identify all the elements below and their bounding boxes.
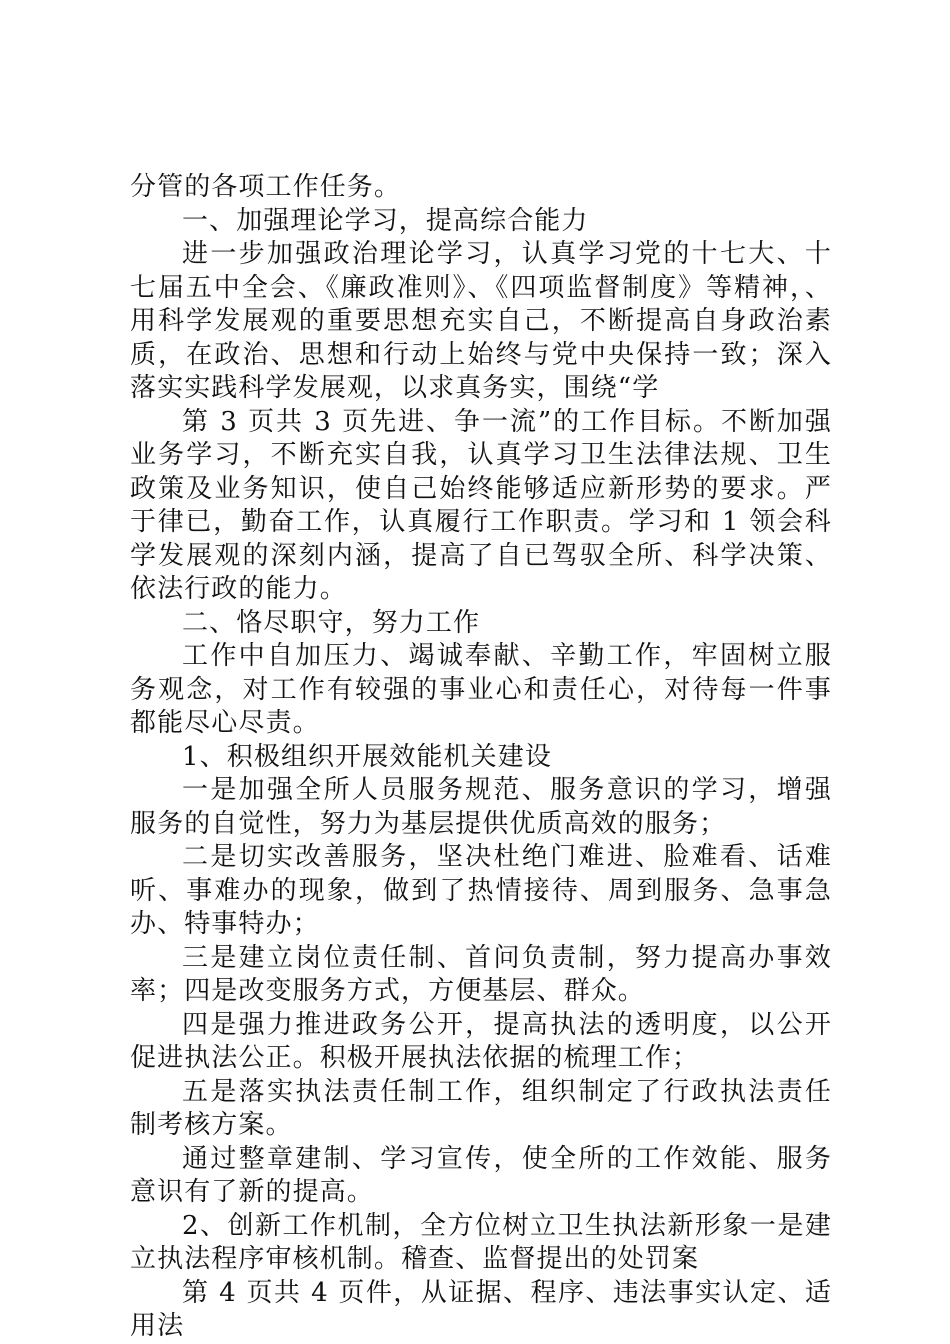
section-heading-1: 一、加强理论学习，提高综合能力 bbox=[182, 205, 589, 236]
paragraph-13: 通过整章建制、学习宣传，使全所的工作效能、服务意识有了新的提高。 bbox=[130, 1143, 832, 1207]
subsection-heading-1: 1、积极组织开展效能机关建设 bbox=[182, 741, 552, 772]
paragraph-11: 四是强力推进政务公开，提高执法的透明度，以公开促进执法公正。积极开展执法依据的梳理工作； bbox=[130, 1009, 832, 1073]
paragraph-14: 2、创新工作机制，全方位树立卫生执法新形象一是建立执法程序审核机制。稽查、监督提出的处罚案 bbox=[130, 1210, 832, 1274]
paragraph-15: 第 4 页共 4 页件，从证据、程序、违法事实认定、适用法 bbox=[130, 1277, 832, 1341]
paragraph-12: 五是落实执法责任制工作，组织制定了行政执法责任制考核方案。 bbox=[130, 1076, 832, 1140]
paragraph-8: 一是加强全所人员服务规范、服务意识的学习，增强服务的自觉性，努力为基层提供优质高效的服务； bbox=[130, 775, 832, 839]
paragraph-1: 分管的各项工作任务。 bbox=[130, 172, 402, 202]
paragraph-3: 进一步加强政治理论学习，认真学习党的十七大、十七届五中全会、《廉政准则》、《四项监督制度》等精神，、用科学发展观的重要思想充实自己，不断提高自身政治素质，在政治、思想和行动上始终与党中央保持一致；深入落实实践科学发展观，以求真务实，围绕“学 bbox=[130, 239, 832, 403]
paragraph-4: 第 3 页共 3 页先进、争一流”的工作目标。不断加强业务学习，不断充实自我，认真学习卫生法律法规、卫生政策及业务知识，使自己始终能够适应新形势的要求。严于律已，勤奋工作，认真履行工作职责。学习和 1 领会科学发展观的深刻内涵，提高了自已驾驭全所、科学决策、依法行政的能力。 bbox=[130, 406, 832, 604]
paragraph-9: 二是切实改善服务，坚决杜绝门难进、脸难看、话难听、事难办的现象，做到了热情接待、周到服务、急事急办、特事特办； bbox=[130, 842, 832, 939]
section-heading-2: 二、恪尽职守，努力工作 bbox=[182, 607, 481, 638]
paragraph-10: 三是建立岗位责任制、首问负责制，努力提高办事效率；四是改变服务方式，方便基层、群众。 bbox=[130, 942, 832, 1006]
paragraph-6: 工作中自加压力、竭诚奉献、辛勤工作，牢固树立服务观念，对工作有较强的事业心和责任心，对待每一件事都能尽心尽责。 bbox=[130, 641, 832, 738]
document-body bbox=[130, 171, 832, 1344]
